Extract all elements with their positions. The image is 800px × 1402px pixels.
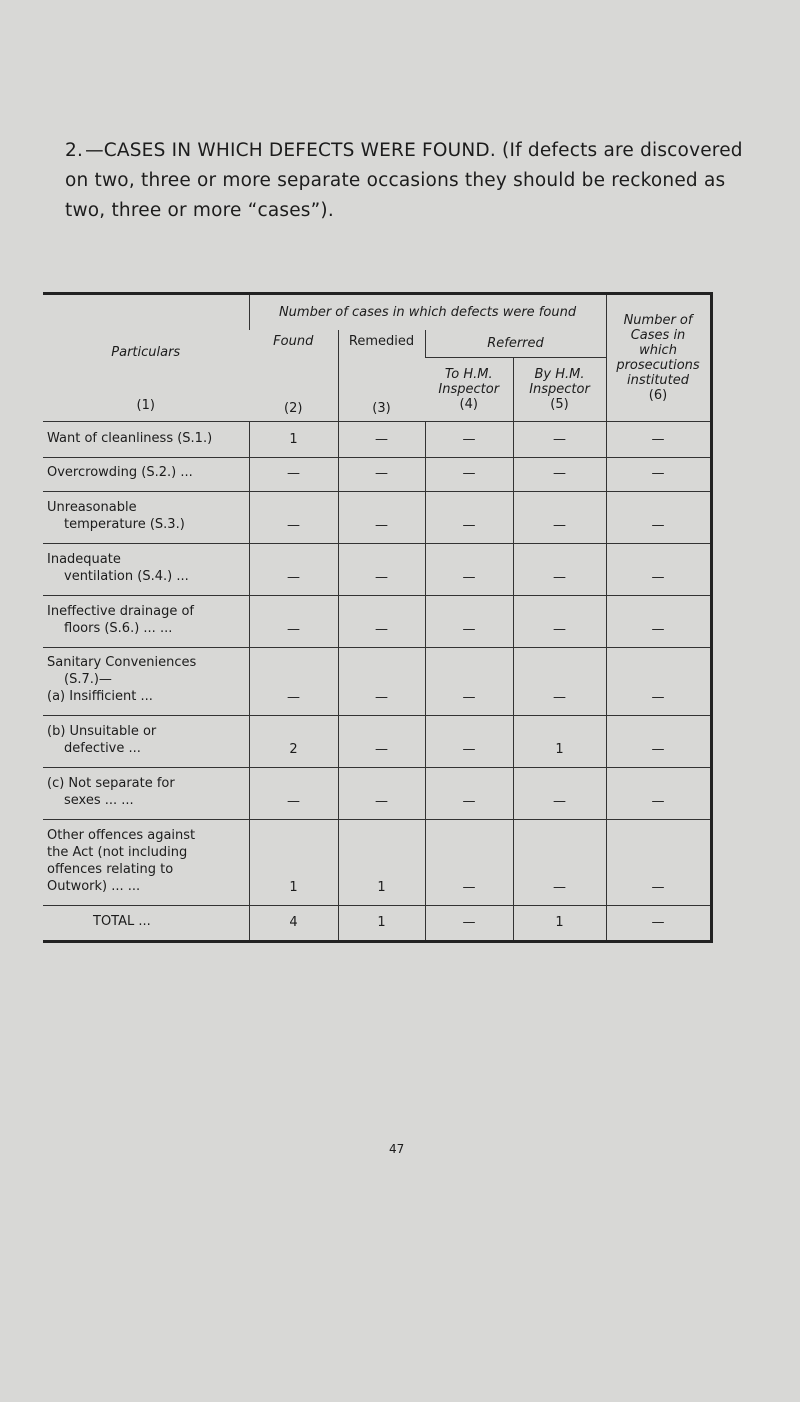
col-to-hm-header (425, 358, 513, 422)
cell-remedied: — (338, 458, 425, 492)
total-label: TOTAL ... (93, 914, 151, 929)
row-label-line: Unreasonable (47, 500, 137, 515)
cell-to-hm: — (425, 544, 513, 596)
row-label-line: ventilation (S.4.) ... (64, 569, 189, 584)
cell-prosecutions: — (606, 648, 711, 716)
row-label-line: temperature (S.3.) (64, 517, 185, 532)
table-row (43, 458, 711, 492)
cell-by-hm: 1 (513, 906, 606, 942)
row-label (43, 596, 249, 648)
col-remedied-header (338, 330, 425, 422)
cell-remedied: — (338, 544, 425, 596)
cell-remedied: — (338, 768, 425, 820)
row-label (43, 648, 249, 716)
cell-by-hm: — (513, 648, 606, 716)
remedied-colnum: (3) (372, 400, 391, 416)
table-row (43, 596, 711, 648)
cell-remedied: — (338, 716, 425, 768)
table-row (43, 422, 711, 458)
table-row (43, 492, 711, 544)
row-label-line: (a) Insifficient ... (47, 689, 153, 704)
row-label-line: (b) Unsuitable or (47, 724, 157, 739)
cell-by-hm: — (513, 596, 606, 648)
row-label: Want of cleanliness (S.1.) (43, 422, 249, 458)
cell-found: 4 (249, 906, 338, 942)
table-row (43, 820, 711, 906)
table-row (43, 768, 711, 820)
row-label-line: the Act (not including (47, 845, 188, 860)
cell-prosecutions: — (606, 820, 711, 906)
cell-to-hm: — (425, 492, 513, 544)
cell-to-hm: — (425, 422, 513, 458)
row-label-line: defective ... (64, 741, 141, 756)
row-label (43, 544, 249, 596)
section-number: 2. (65, 140, 84, 161)
cell-to-hm: — (425, 458, 513, 492)
cell-by-hm: — (513, 422, 606, 458)
cell-found: — (249, 492, 338, 544)
cell-found: 1 (249, 820, 338, 906)
cell-found: — (249, 458, 338, 492)
table-row (43, 716, 711, 768)
cell-remedied: — (338, 596, 425, 648)
cell-to-hm: — (425, 906, 513, 942)
row-label-line: Other offences against (47, 828, 196, 843)
cell-prosecutions: — (606, 716, 711, 768)
row-label-line: sexes ... ... (64, 793, 134, 808)
cell-found: — (249, 648, 338, 716)
row-label-line: floors (S.6.) ... ... (64, 621, 173, 636)
row-label: Overcrowding (S.2.) ... (43, 458, 249, 492)
cell-to-hm: — (425, 716, 513, 768)
cell-found: 2 (249, 716, 338, 768)
total-row (43, 906, 711, 942)
found-label: Found (273, 333, 314, 349)
particulars-label: Particulars (111, 345, 181, 360)
cell-remedied: — (338, 422, 425, 458)
cell-to-hm: — (425, 768, 513, 820)
row-label-line: Sanitary Conveniences (47, 655, 197, 670)
cell-remedied: 1 (338, 906, 425, 942)
row-label-line: Inadequate (47, 552, 121, 567)
cell-by-hm: 1 (513, 716, 606, 768)
cell-prosecutions: — (606, 544, 711, 596)
found-colnum: (2) (284, 400, 303, 416)
cell-prosecutions: — (606, 492, 711, 544)
row-label (43, 820, 249, 906)
cell-found: — (249, 544, 338, 596)
row-label-line: offences relating to (47, 862, 174, 877)
prosecutions-colnum: (6) (648, 388, 668, 403)
row-label (43, 492, 249, 544)
cell-prosecutions: — (606, 596, 711, 648)
by-hm-label: By H.M. Inspector (529, 367, 590, 397)
cell-prosecutions: — (606, 422, 711, 458)
cell-by-hm: — (513, 492, 606, 544)
cell-prosecutions: — (606, 458, 711, 492)
row-label-line: (S.7.)— (64, 672, 112, 687)
cell-to-hm: — (425, 820, 513, 906)
referred-header: Referred (425, 330, 606, 358)
row-label-line: Outwork) ... ... (47, 879, 141, 894)
cell-found: — (249, 768, 338, 820)
row-label-line: Ineffective drainage of (47, 604, 194, 619)
cell-remedied: 1 (338, 820, 425, 906)
col-particulars-header (43, 294, 249, 422)
cell-to-hm: — (425, 596, 513, 648)
section-heading (65, 136, 745, 226)
page-number: 47 (389, 1142, 405, 1156)
table-row (43, 648, 711, 716)
col-prosecutions-header (606, 294, 711, 422)
section-title: —CASES IN WHICH DEFECTS WERE FOUND. (If defects are discovered on two, three or more separate occasions they should be reckoned as two, three or more “cases”). (65, 140, 743, 221)
row-label-line: (c) Not separate for (47, 776, 175, 791)
cell-remedied: — (338, 648, 425, 716)
particulars-colnum: (1) (136, 398, 155, 413)
cell-by-hm: — (513, 820, 606, 906)
cell-by-hm: — (513, 458, 606, 492)
cell-prosecutions: — (606, 768, 711, 820)
row-label (43, 768, 249, 820)
defects-table (43, 292, 713, 943)
to-hm-label: To H.M. Inspector (438, 367, 500, 397)
col-found-header (249, 330, 338, 422)
group-header: Number of cases in which defects were found (249, 294, 606, 330)
cell-to-hm: — (425, 648, 513, 716)
col-by-hm-header (513, 358, 606, 422)
cell-by-hm: — (513, 544, 606, 596)
cell-found: — (249, 596, 338, 648)
prosecutions-label: Number of Cases in which prosecutions instituted (616, 313, 700, 388)
cell-prosecutions: — (606, 906, 711, 942)
table-row (43, 544, 711, 596)
cell-remedied: — (338, 492, 425, 544)
to-hm-colnum: (4) (459, 397, 478, 412)
by-hm-colnum: (5) (550, 397, 569, 412)
row-label (43, 716, 249, 768)
remedied-label: Remedied (348, 333, 415, 349)
cell-found: 1 (249, 422, 338, 458)
cell-by-hm: — (513, 768, 606, 820)
